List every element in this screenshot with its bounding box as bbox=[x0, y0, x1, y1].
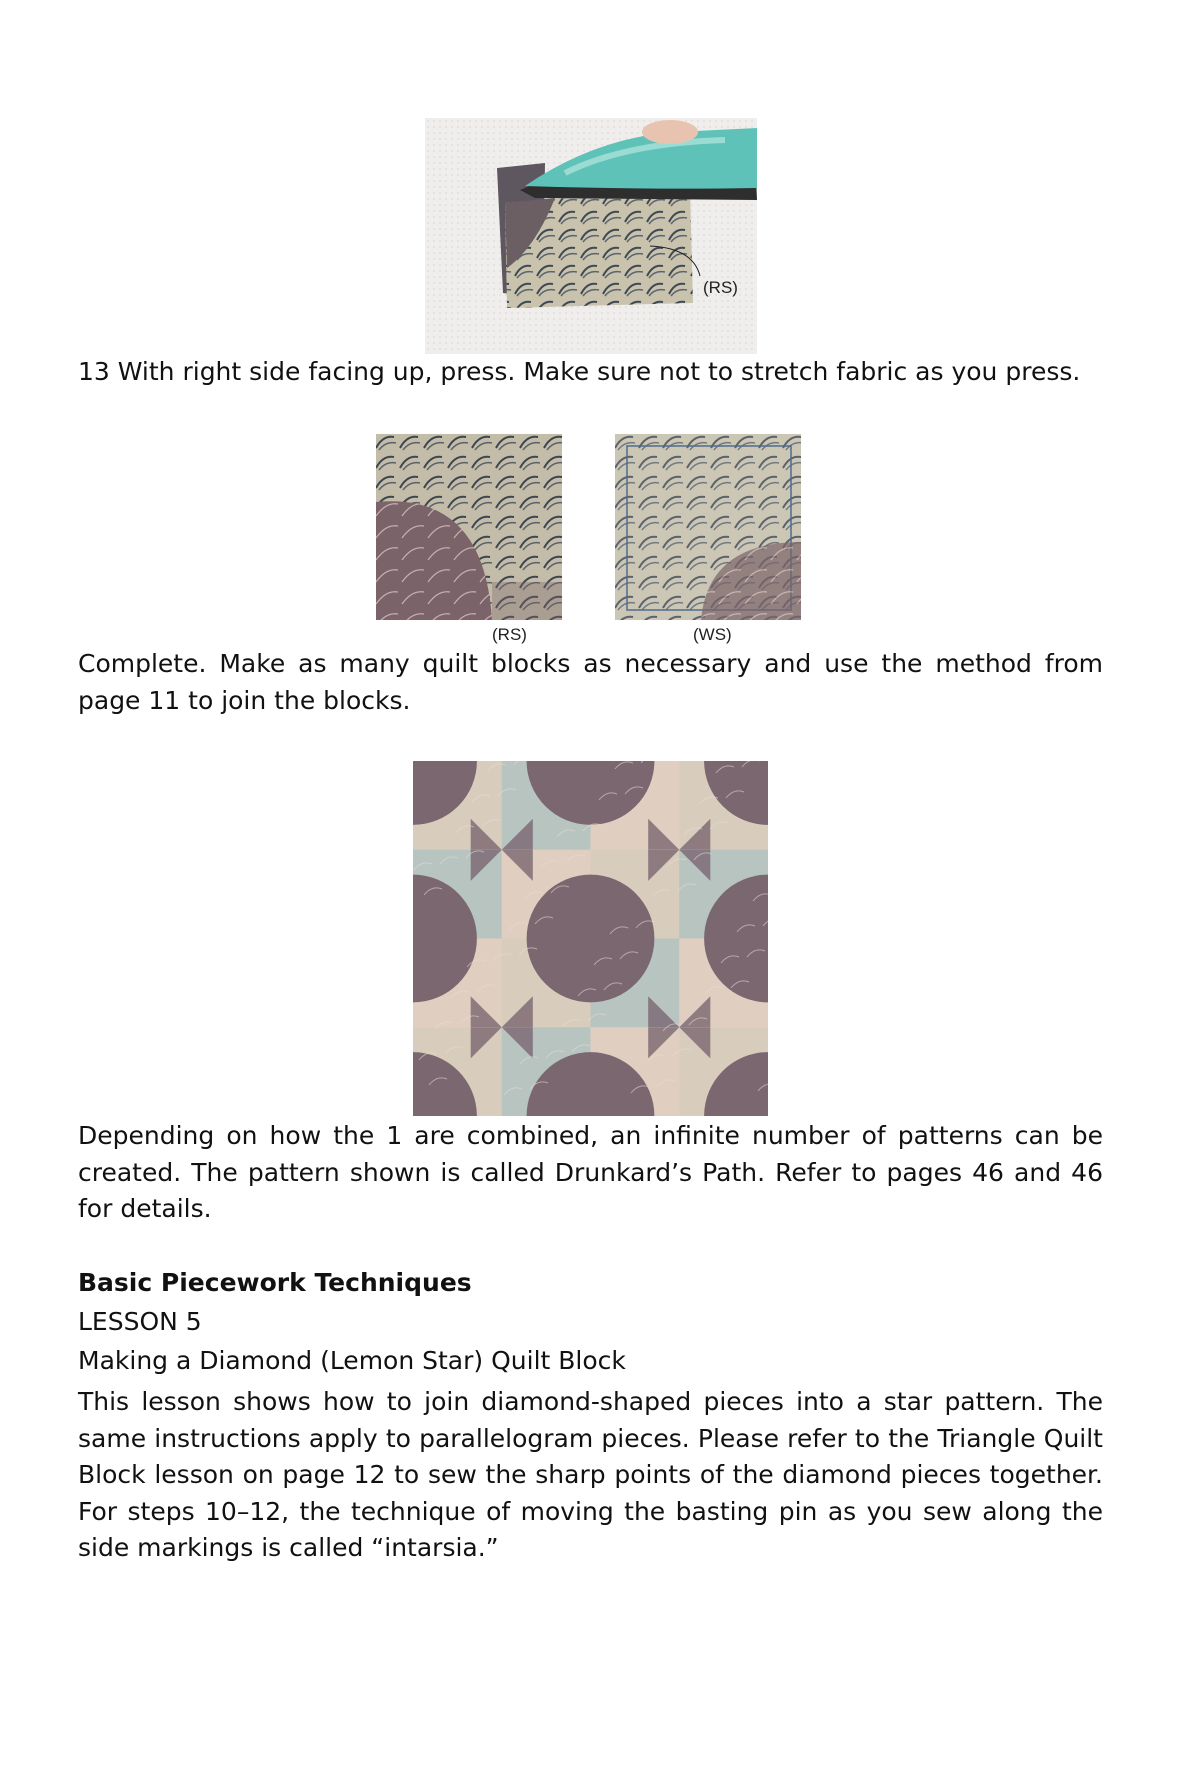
block-rs-label: (RS) bbox=[492, 625, 527, 644]
iron-photo-illustration bbox=[425, 118, 757, 354]
iron-photo bbox=[425, 118, 757, 354]
block-ws-label: (WS) bbox=[693, 625, 732, 644]
depending-text: Depending on how the 1 are combined, an infinite number of patterns can be created. The pattern shown is called Drunkard’s Path. Refer to pages 46 and 46 for details. bbox=[78, 1121, 1103, 1223]
section-heading: Basic Piecework Techniques bbox=[78, 1268, 472, 1297]
step-13-text: 13 With right side facing up, press. Make sure not to stretch fabric as you press. bbox=[78, 357, 1081, 386]
iron-rs-label: (RS) bbox=[703, 278, 738, 297]
block-ws-illustration bbox=[613, 432, 803, 622]
block-rs-photo bbox=[374, 432, 564, 622]
complete-text: Complete. Make as many quilt blocks as necessary and use the method from page 11 to join the blocks. bbox=[78, 649, 1103, 715]
lesson-number: LESSON 5 bbox=[78, 1307, 202, 1336]
drunkards-path-quilt-illustration bbox=[413, 761, 768, 1116]
block-ws-photo bbox=[613, 432, 803, 622]
lesson-title: Making a Diamond (Lemon Star) Quilt Block bbox=[78, 1346, 626, 1375]
block-rs-illustration bbox=[374, 432, 564, 622]
lesson-body: This lesson shows how to join diamond-shaped pieces into a star pattern. The same instructions apply to parallelogram pieces. Please refer to the Triangle Quilt Block lesson on page 12 to sew the sharp points of the diamond pieces together. For steps 10–12, the technique of moving the basting pin as you sew along the side markings is called “intarsia.” bbox=[78, 1387, 1103, 1562]
quilt-photo bbox=[413, 761, 768, 1116]
